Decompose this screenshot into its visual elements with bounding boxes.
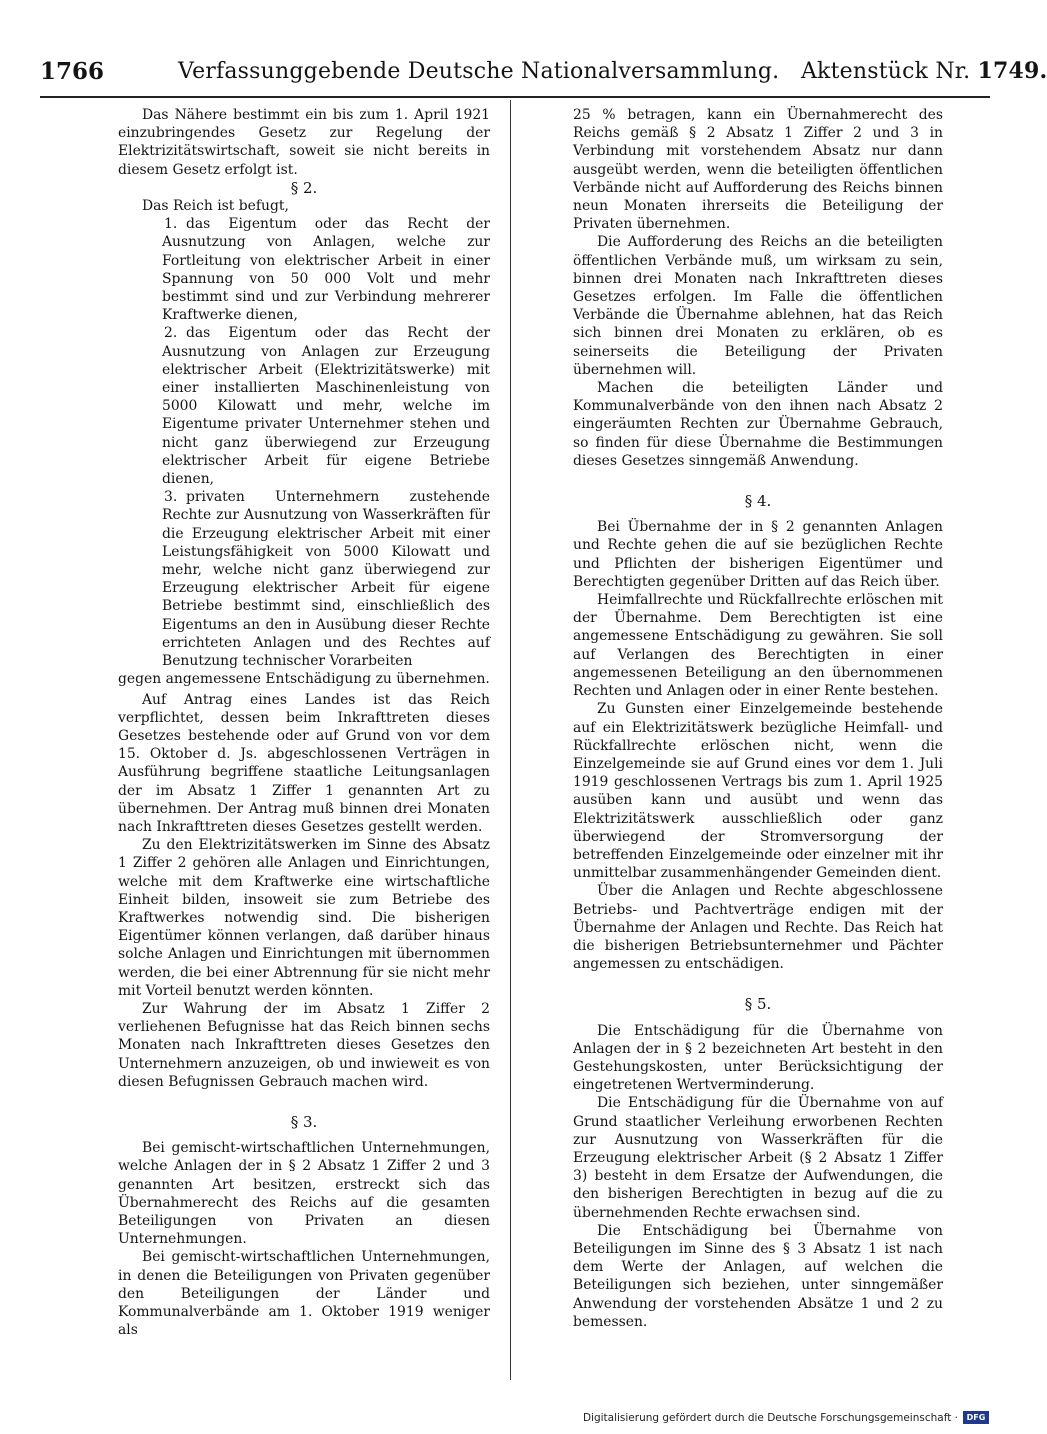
section-heading: § 3.	[290, 1112, 318, 1131]
paragraph: Die Aufforderung des Reichs an die beteiligten öffentlichen Verbände muß, um wirksam zu sein, binnen drei Monaten nach Inkrafttreten dieses Gesetzes erfolgen. Im Falle die öffentlichen Verbände die Übernahme ablehnen, hat das Reich sich binnen drei Monaten zu erklären, ob es seinerseits die Beteiligung der Privaten übernehmen will.	[573, 234, 943, 378]
paragraph: Zu Gunsten einer Einzelgemeinde bestehende auf ein Elektrizitätswerk bezügliche Heimfall- und Rückfallrechte erlöschen nicht, wenn die Einzelgemeinde sie auf Grund eines vor dem 1. Juli 1919 geschlossenen Vertrags bis zum 1. April 1925 ausüben kann und ausübt und wenn das Elektrizitätswerk ausschließlich oder ganz überwiegend der Stromversorgung der betreffenden Einzelgemeinde oder einzelner mit ihr unmittelbar zusammenhängender Gemeinden dient.	[573, 701, 943, 882]
section-close: gegen angemessene Entschädigung zu übernehmen.	[118, 671, 490, 688]
paragraph: Das Nähere bestimmt ein bis zum 1. April 1921 einzubringendes Gesetz zur Regelung der Elektrizitätswirtschaft, soweit sie nicht bereits in diesem Gesetz erfolgt ist.	[118, 107, 490, 178]
running-head-title: Verfassunggebende Deutsche Nationalversammlung.	[178, 59, 780, 84]
paragraph: Zu den Elektrizitätswerken im Sinne des Absatz 1 Ziffer 2 gehören alle Anlagen und Einrichtungen, welche mit dem Kraftwerke eine wirtschaftliche Einheit bilden, insoweit sie zum Betriebe des Kraftwerkes notwendig sind. Die bisherigen Eigentümer können verlangen, daß darüber hinaus solche Anlagen und Einrichtungen mit übernommen werden, die bei einer Abtrennung für sie nicht mehr mit Vorteil benutzt werden könnten.	[118, 837, 490, 999]
enum-item	[118, 215, 490, 324]
section-heading: § 2.	[290, 178, 318, 197]
section-heading: § 4.	[744, 492, 772, 511]
section-intro: Das Reich ist befugt,	[142, 198, 289, 215]
paragraph: Die Entschädigung bei Übernahme von Beteiligungen im Sinne des § 3 Absatz 1 ist nach dem Werte der Anlagen, auf welchen die Beteiligungen sich beziehen, unter sinngemäßer Anwendung der vorstehenden Absätze 1 und 2 zu bemessen.	[573, 1222, 943, 1330]
paragraph: Heimfallrechte und Rückfallrechte erlöschen mit der Übernahme. Dem Berechtigten ist eine angemessene Entschädigung zu gewähren. Sie soll auf Verlangen des Berechtigten in einer angemessenen Beteiligung an den übernommenen Rechten und Anlagen oder in einer Rente bestehen.	[573, 592, 943, 700]
paragraph: Die Entschädigung für die Übernahme von Anlagen der in § 2 bezeichneten Art besteht in den Gestehungskosten, unter Berücksichtigung der eingetretenen Wertverminderung.	[573, 1022, 943, 1094]
page-number: 1766	[40, 58, 105, 85]
paragraph: Bei Übernahme der in § 2 genannten Anlagen und Rechte gehen die auf sie bezüglichen Rechte und Pflichten der bisherigen Eigentümer und Berechtigten gegenüber Dritten auf das Reich über.	[573, 519, 943, 590]
document-ref-prefix: Aktenstück Nr.	[800, 59, 971, 84]
paragraph: Auf Antrag eines Landes ist das Reich verpflichtet, dessen beim Inkrafttreten dieses Gesetzes bestehende oder auf Grund von vor dem 15. Oktober d. Js. abgeschlossenen Verträgen in Ausführung begriffene staatliche Leitungsanlagen der im Absatz 1 Ziffer 1 genannten Art zu übernehmen. Der Antrag muß binnen drei Monaten nach Inkrafttreten dieses Gesetzes gestellt werden.	[118, 691, 490, 835]
column-divider	[510, 100, 511, 1380]
paragraph: Machen die beteiligten Länder und Kommunalverbände von den ihnen nach Absatz 2 eingeräumten Rechten zur Übernahme Gebrauch, so finden für diese Übernahme die Bestimmungen dieses Gesetzes sinngemäß Anwendung.	[573, 380, 943, 469]
paragraph: Bei gemischt-wirtschaftlichen Unternehmungen, welche Anlagen der in § 2 Absatz 1 Ziffer 2 und 3 genannten Art besitzen, erstreckt sich das Übernahmerecht des Reichs auf die gesamten Beteiligungen von Privaten an diesen Unternehmungen.	[118, 1140, 490, 1248]
enum-item	[118, 324, 490, 488]
enum-text: das Eigentum oder das Recht der Ausnutzung von Anlagen zur Erzeugung elektrischer Arbeit (Elektrizitätswerke) mit einer installierten Maschinenleistung von 5000 Kilowatt und mehr, welche im Eigentume privater Unternehmer stehen und nicht ganz überwiegend zur Erzeugung elektrischer Arbeit für eigene Betriebe dienen,	[162, 325, 490, 488]
document-ref-number: 1749.	[977, 58, 1047, 84]
running-head	[178, 58, 1047, 84]
paragraph: Über die Anlagen und Rechte abgeschlossene Betriebs- und Pachtverträge endigen mit der Übernahme der Anlagen und Rechte. Das Reich hat die bisherigen Betriebsunternehmer und Pächter angemessen zu entschädigen.	[573, 883, 943, 973]
paragraph: Zur Wahrung der im Absatz 1 Ziffer 2 verliehenen Befugnisse hat das Reich binnen sechs Monaten nach Inkrafttreten dieses Gesetzes den Unternehmern anzuzeigen, ob und inwieweit es von diesen Befugnissen Gebrauch machen wird.	[118, 1000, 490, 1090]
enum-number: 2.	[164, 325, 178, 342]
enum-text: privaten Unternehmern zustehende Rechte zur Ausnutzung von Wasserkräften für die Erzeugung elektrischer Arbeit mit einer Leistungsfähigkeit von 5000 Kilowatt und mehr, welche nicht ganz überwiegend zur Erzeugung elektrischer Arbeit für eigene Betriebe bestimmt sind, einschließlich des Eigentums an den in Ausübung dieser Rechte errichteten Anlagen und des Rechtes auf Benutzung technischer Vorarbeiten	[162, 489, 490, 670]
right-column	[573, 106, 943, 1331]
enum-number: 1.	[164, 216, 178, 233]
funding-footer: Digitalisierung gefördert durch die Deutsche Forschungsgemeinschaft ·	[582, 1412, 958, 1424]
enum-number: 3.	[164, 489, 178, 506]
dfg-logo: DFG	[963, 1411, 989, 1424]
header-rule	[40, 96, 990, 98]
paragraph: 25 % betragen, kann ein Übernahmerecht des Reichs gemäß § 2 Absatz 1 Ziffer 2 und 3 in Verbindung mit vorstehendem Absatz nur dann ausgeübt werden, wenn die beteiligten öffentlichen Verbände nicht auf Aufforderung des Reichs binnen neun Monaten ihrerseits die Beteiligung der Privaten übernehmen.	[573, 107, 943, 233]
left-column	[118, 106, 490, 1339]
section-heading: § 5.	[744, 995, 772, 1014]
paragraph: Die Entschädigung für die Übernahme von auf Grund staatlicher Verleihung erworbenen Rechten zur Ausnutzung von Wasserkräften für die Erzeugung elektrischer Arbeit (§ 2 Absatz 1 Ziffer 3) besteht in dem Ersatze der Aufwendungen, die den bisherigen Berechtigten in bezug auf die zu übernehmenden Rechte erwachsen sind.	[573, 1095, 943, 1221]
enum-text: das Eigentum oder das Recht der Ausnutzung von Anlagen, welche zur Fortleitung von elektrischer Arbeit in einer Spannung von 50 000 Volt und mehr bestimmt sind und zur Verbindung mehrerer Kraftwerke dienen,	[162, 216, 490, 324]
enum-item	[118, 488, 490, 670]
paragraph: Bei gemischt-wirtschaftlichen Unternehmungen, in denen die Beteiligungen von Privaten gegenüber den Beteiligungen der Länder und Kommunalverbände am 1. Oktober 1919 weniger als	[118, 1249, 490, 1339]
